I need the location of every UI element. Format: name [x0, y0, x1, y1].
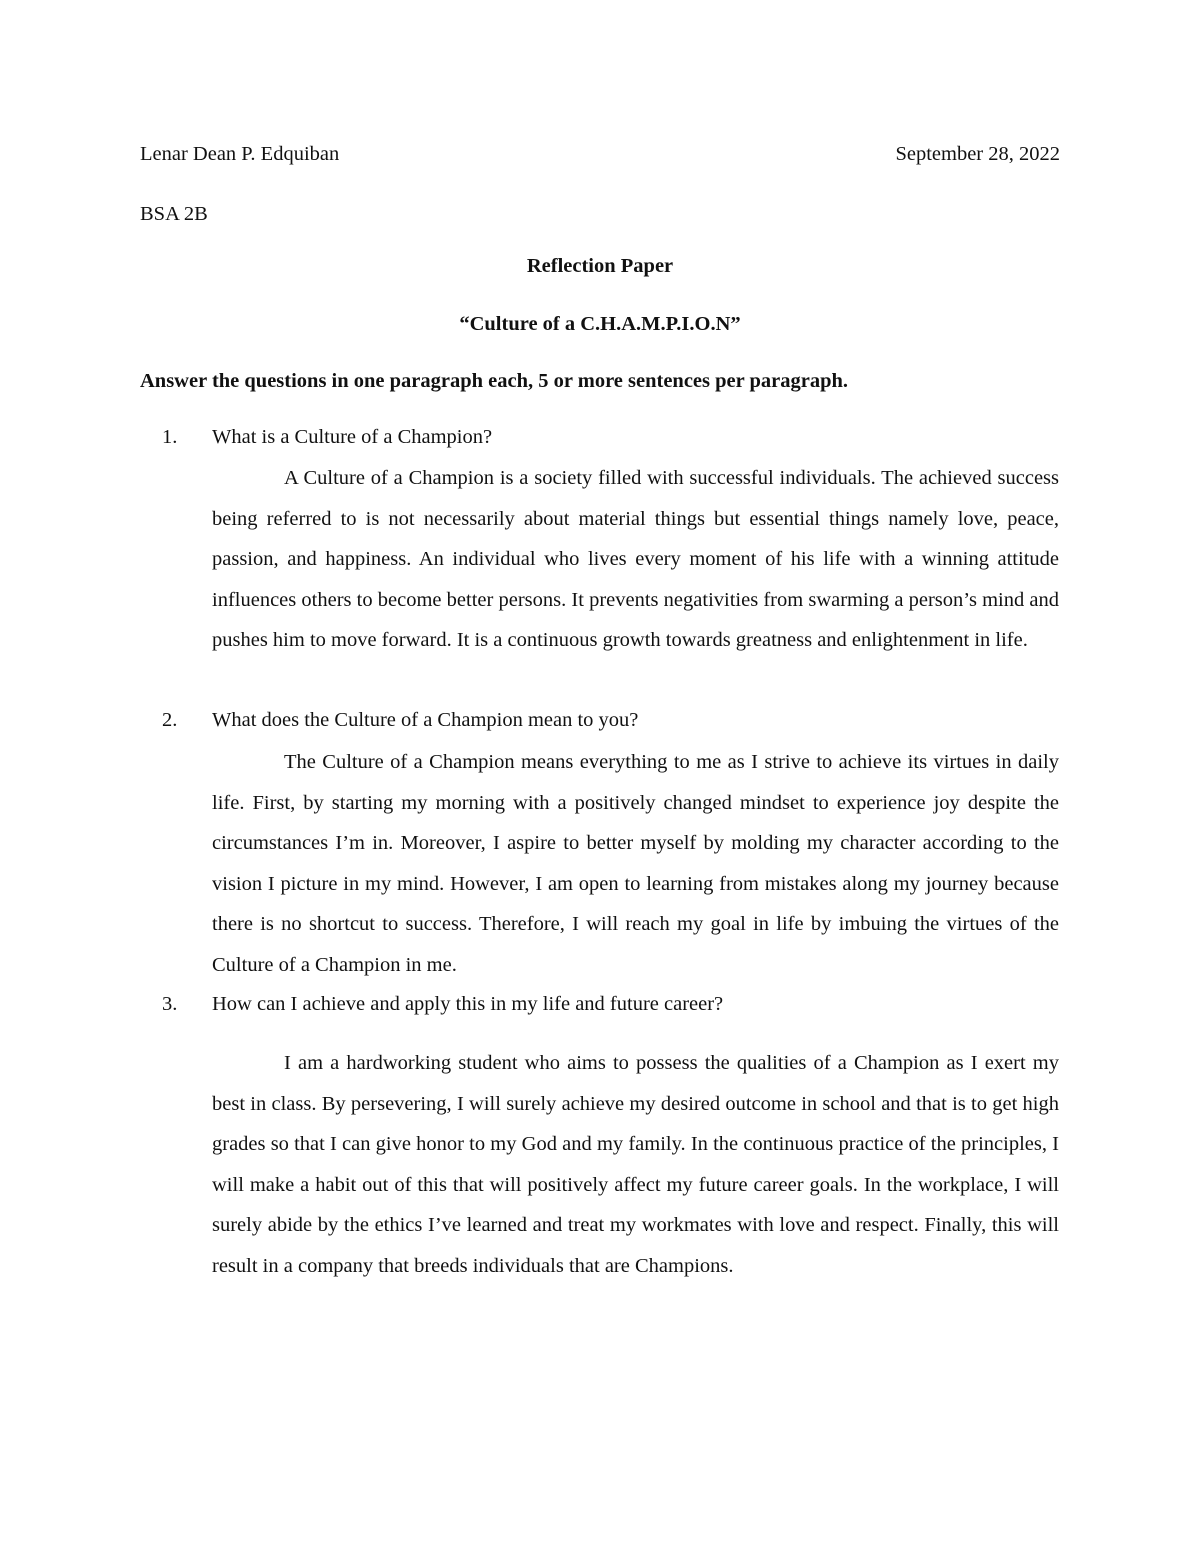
instructions: Answer the questions in one paragraph each, 5 or more sentences per paragraph.: [140, 370, 849, 392]
answer-paragraph: The Culture of a Champion means everything to me as I strive to achieve its virtues in daily life. First, by starting my morning with a positively changed mindset to experience joy despite the circumstances I’m in. Moreover, I aspire to better myself by molding my character according to the vision I picture in my mind. However, I am open to learning from mistakes along my journey because there is no shortcut to success. Therefore, I will reach my goal in life by imbuing the virtues of the Culture of a Champion in me.: [212, 751, 1059, 976]
question-text: What does the Culture of a Champion mean to you?: [212, 709, 639, 731]
class-section: BSA 2B: [140, 203, 208, 225]
document-date: September 28, 2022: [895, 143, 1060, 165]
answer-paragraph: A Culture of a Champion is a society filled with successful individuals. The achieved success being referred to is not necessarily about material things but essential things namely love, peace, passion, and happiness. An individual who lives every moment of his life with a winning attitude influences others to become better persons. It prevents negativities from swarming a person’s mind and pushes him to move forward. It is a continuous growth towards greatness and enlightenment in life.: [212, 467, 1059, 651]
document-title: Reflection Paper: [526, 255, 674, 277]
question-item: [140, 993, 723, 1016]
question-item: [140, 426, 492, 449]
question-number: 2.: [162, 709, 178, 731]
question-number: 1.: [162, 426, 178, 448]
document-subtitle: “Culture of a C.H.A.M.P.I.O.N”: [459, 313, 741, 335]
question-number: 3.: [162, 993, 178, 1015]
question-item: [140, 709, 638, 732]
author-name: Lenar Dean P. Edquiban: [140, 143, 340, 165]
document-header: [140, 143, 1060, 173]
answer-paragraph: I am a hardworking student who aims to possess the qualities of a Champion as I exert my best in class. By persevering, I will surely achieve my desired outcome in school and that is to get high grades so that I can give honor to my God and my family. In the continuous practice of the principles, I will make a habit out of this that will positively affect my future career goals. In the workplace, I will surely abide by the ethics I’ve learned and treat my workmates with love and respect. Finally, this will result in a company that breeds individuals that are Champions.: [212, 1052, 1059, 1277]
question-text: How can I achieve and apply this in my life and future career?: [212, 993, 724, 1015]
question-text: What is a Culture of a Champion?: [212, 426, 493, 448]
